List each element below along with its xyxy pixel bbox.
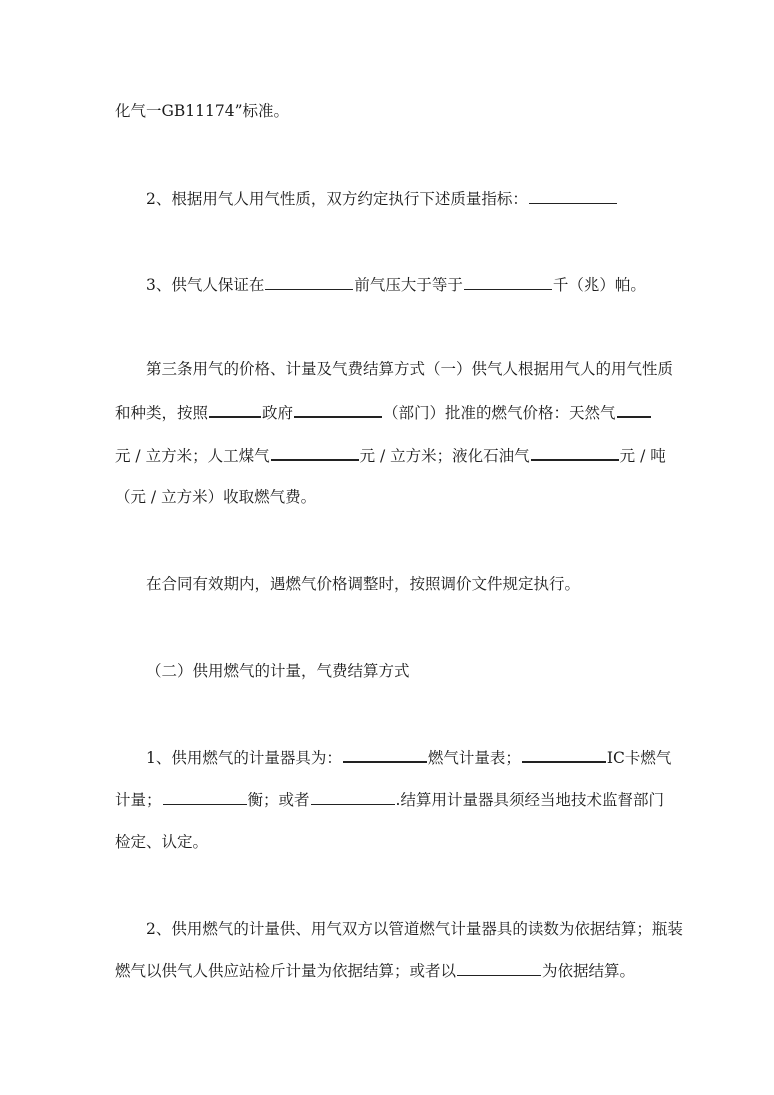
text: 和种类，按照 — [115, 404, 209, 422]
text: 为依据结算。 — [542, 962, 636, 980]
text: 元 / 立方米；液化石油气 — [359, 447, 530, 465]
text: （二）供用燃气的计量，气费结算方式 — [146, 662, 410, 680]
text: IC卡燃气 — [606, 749, 672, 767]
text: 燃气计量表； — [427, 749, 521, 767]
paragraph-line — [146, 274, 646, 296]
blank-field — [271, 444, 359, 461]
text: 在合同有效期内，遇燃气价格调整时，按照调价文件规定执行。 — [146, 575, 581, 593]
paragraph-line — [146, 660, 410, 682]
text: 元 / 立方米；人工煤气 — [115, 447, 270, 465]
paragraph-line — [115, 401, 652, 424]
blank-field — [163, 789, 247, 805]
text: 计量； — [115, 791, 162, 809]
paragraph-line — [115, 100, 289, 122]
text: 1、供用燃气的计量器具为： — [146, 749, 342, 767]
blank-field — [464, 274, 552, 290]
text: 燃气以供气人供应站检斤计量为依据结算；或者以 — [115, 962, 457, 980]
paragraph-line — [115, 831, 208, 853]
blank-field — [531, 444, 619, 461]
paragraph-line — [115, 486, 316, 508]
paragraph-line — [115, 789, 664, 811]
text: 衡；或者 — [247, 791, 310, 809]
text: .结算用计量器具须经当地技术监督部门 — [395, 791, 664, 809]
text: 2、供用燃气的计量供、用气双方以管道燃气计量器具的读数为依据结算；瓶装 — [146, 920, 683, 938]
blank-field — [311, 789, 395, 805]
text: 元 / 吨 — [619, 447, 666, 465]
paragraph-line — [115, 960, 635, 982]
text: 3、供气人保证在 — [146, 276, 265, 294]
paragraph-line — [146, 918, 683, 940]
blank-field — [522, 746, 606, 763]
text: （部门）批准的燃气价格：天然气 — [383, 404, 616, 422]
text: 化气一GB11174”标准。 — [115, 102, 290, 120]
text: 2、根据用气人用气性质，双方约定执行下述质量指标： — [146, 190, 528, 208]
text: 政府 — [262, 404, 294, 422]
text: 第三条用气的价格、计量及气费结算方式（一）供气人根据用气人的用气性质 — [146, 360, 674, 378]
blank-field — [294, 401, 382, 418]
text: （元 / 立方米）收取燃气费。 — [115, 488, 317, 506]
text: 前气压大于等于 — [354, 276, 463, 294]
text: 检定、认定。 — [115, 833, 209, 851]
blank-field — [265, 274, 353, 290]
paragraph-line — [146, 573, 580, 595]
paragraph-line — [115, 444, 666, 467]
blank-field — [209, 401, 261, 418]
blank-field — [457, 960, 541, 976]
paragraph-line — [146, 746, 671, 769]
blank-field — [343, 746, 427, 763]
blank-field — [617, 401, 651, 418]
paragraph-line — [146, 188, 618, 210]
blank-field — [529, 188, 617, 204]
paragraph-line — [146, 358, 673, 380]
text: 千（兆）帕。 — [552, 276, 646, 294]
